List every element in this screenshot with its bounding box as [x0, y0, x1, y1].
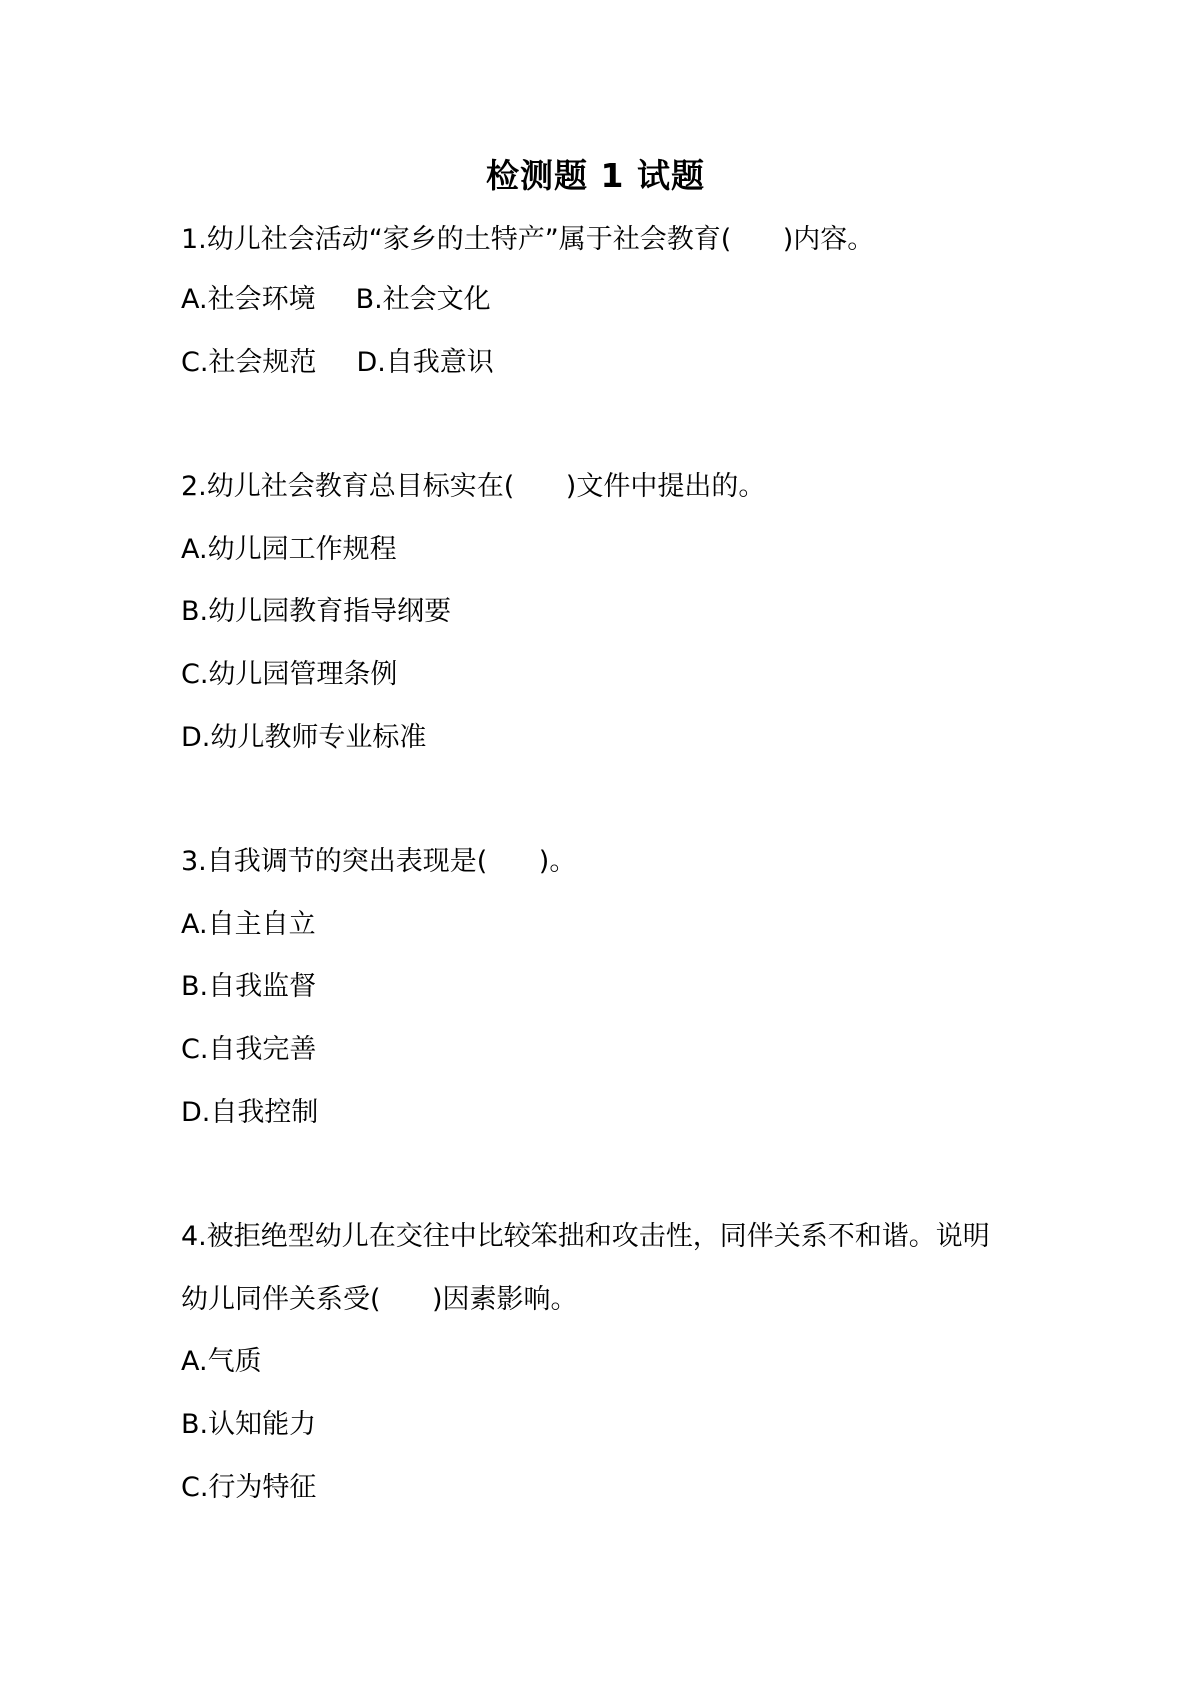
question-3-option-d: D.自我控制 [181, 1097, 319, 1128]
question-4-stem-line-1: 4.被拒绝型幼儿在交往中比较笨拙和攻击性，同伴关系不和谐。说明 [181, 1221, 990, 1252]
question-4-option-b: B.认知能力 [181, 1409, 317, 1440]
question-1-option-a: A.社会环境 [181, 284, 316, 315]
question-4-option-c: C.行为特征 [181, 1472, 317, 1503]
question-2-option-c: C.幼儿园管理条例 [181, 659, 398, 690]
page-title: 检测题 1 试题 [486, 156, 705, 195]
question-3-option-a: A.自主自立 [181, 909, 316, 940]
question-1-stem: 1.幼儿社会活动“家乡的土特产”属于社会教育( )内容。 [181, 224, 875, 255]
question-1-options-row-1 [181, 282, 491, 318]
question-3-option-b: B.自我监督 [181, 971, 317, 1002]
question-1-option-c: C.社会规范 [181, 347, 317, 378]
question-2-option-b: B.幼儿园教育指导纲要 [181, 596, 452, 627]
question-1-options-row-2 [181, 345, 494, 381]
question-2-option-d: D.幼儿教师专业标准 [181, 722, 427, 753]
question-4-option-a: A.气质 [181, 1346, 262, 1377]
question-2-stem: 2.幼儿社会教育总目标实在( )文件中提出的。 [181, 471, 766, 502]
question-3-stem: 3.自我调节的突出表现是( )。 [181, 846, 577, 877]
question-2-option-a: A.幼儿园工作规程 [181, 534, 397, 565]
question-1-option-b: B.社会文化 [355, 284, 491, 315]
question-3-option-c: C.自我完善 [181, 1034, 317, 1065]
question-1-option-d: D.自我意识 [356, 347, 494, 378]
question-4-stem-line-2: 幼儿同伴关系受( )因素影响。 [181, 1284, 578, 1315]
